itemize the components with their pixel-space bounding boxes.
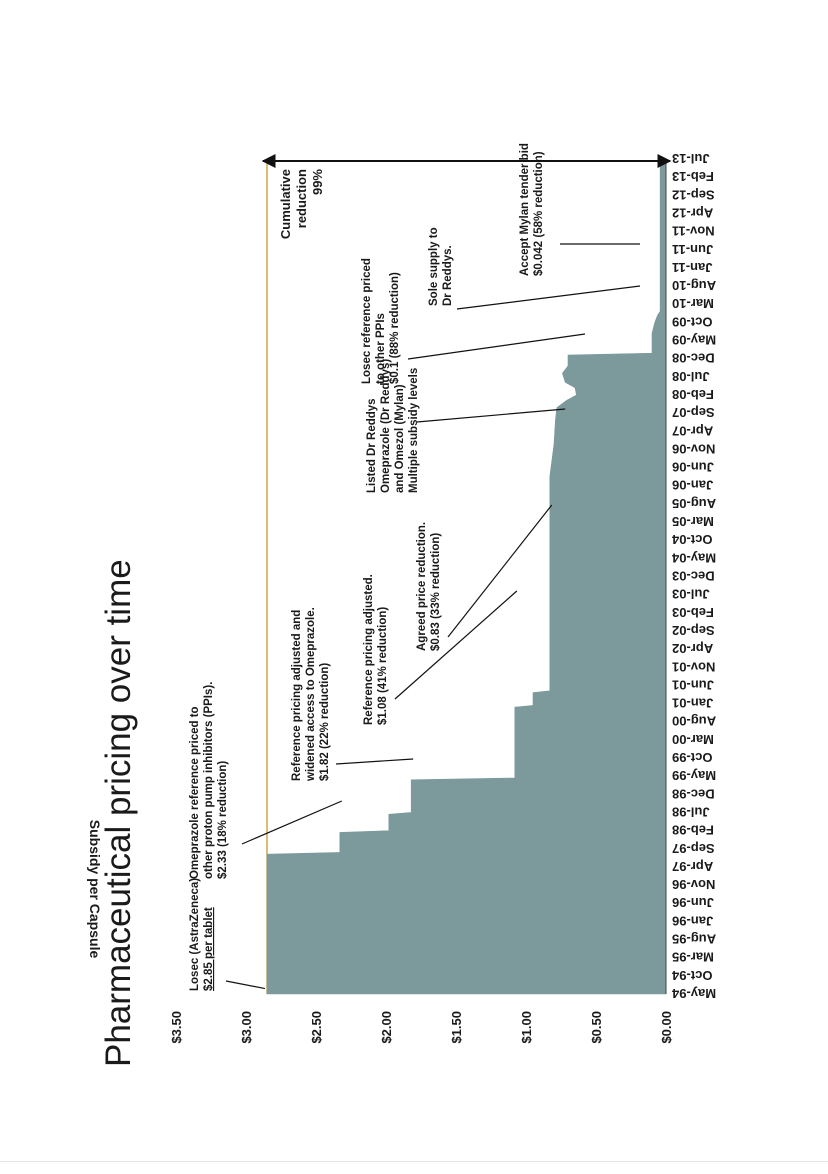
annotation-line: Omeprazole (Dr Reddys) — [380, 358, 392, 493]
annotation-line: other proton pump inhibitors (PPIs). — [203, 681, 215, 879]
y-tick-label: $2.50 — [309, 1011, 324, 1044]
x-tick-label: Apr-02 — [672, 641, 714, 657]
x-tick-label: Sep-02 — [672, 622, 715, 638]
cumulative-line: 99% — [310, 169, 325, 196]
x-tick-label: Feb-08 — [672, 386, 714, 402]
x-tick-label: Jul-03 — [672, 586, 710, 602]
x-tick-label: Sep-12 — [672, 187, 715, 203]
x-tick-label: Jun-01 — [672, 677, 714, 693]
x-tick-label: Jun-11 — [672, 241, 714, 257]
x-tick-label: Jan-11 — [672, 259, 713, 275]
y-axis-label: Subsidy per Capsule — [87, 819, 103, 959]
annotation-line: $2.33 (18% reduction) — [217, 760, 229, 879]
annotation-text — [519, 143, 545, 276]
annotation-leader — [242, 801, 342, 844]
annotation-line: $0.042 (58% reduction) — [533, 151, 545, 276]
annotation-leader — [408, 334, 585, 359]
x-tick-label: May-09 — [672, 332, 717, 348]
x-tick-label: Dec-98 — [672, 786, 715, 802]
annotation-line: Losec (AstraZeneca) — [189, 877, 201, 991]
x-tick-label: Mar-05 — [672, 514, 714, 530]
x-tick-label: Aug-95 — [672, 931, 717, 947]
annotation-line: widened access to Omeprazole. — [305, 607, 317, 781]
annotation-text — [291, 607, 331, 782]
x-tick-label: Feb-13 — [672, 169, 714, 185]
x-tick-label: Nov-06 — [672, 441, 716, 457]
annotation-text — [363, 574, 389, 725]
annotation-line: Sole supply to — [428, 227, 440, 306]
chart-title: Pharmaceutical pricing over time — [99, 559, 138, 1067]
x-tick-label: May-99 — [672, 768, 717, 784]
cumulative-line: Cumulative — [278, 169, 293, 240]
x-tick-label: Sep-97 — [672, 840, 715, 856]
annotation-leader — [457, 286, 640, 309]
annotation-line: Reference pricing adjusted and — [291, 609, 303, 781]
annotation-leader — [336, 759, 413, 764]
annotation-line: $2.85 per tablet — [203, 907, 215, 991]
x-tick-label: Aug-10 — [672, 278, 717, 294]
y-tick-label: $3.00 — [239, 1011, 254, 1044]
annotation-line: Omeprazole reference priced to — [189, 706, 201, 879]
annotation-line: Agreed price reduction. — [416, 521, 428, 651]
x-tick-label: Feb-03 — [672, 604, 714, 620]
x-tick-label: Jul-98 — [672, 804, 710, 820]
x-tick-label: Jan-01 — [672, 695, 714, 711]
x-tick-label: Sep-07 — [672, 405, 715, 421]
x-tick-label: Feb-98 — [672, 822, 714, 838]
annotation-line: to other PPIs — [375, 313, 387, 384]
x-tick-label: Mar-95 — [672, 949, 714, 965]
x-tick-label: Apr-12 — [672, 205, 714, 221]
x-tick-label: Mar-10 — [672, 296, 714, 312]
x-tick-label: Jul-13 — [672, 151, 710, 166]
annotation-line: Losec reference priced — [361, 258, 373, 384]
x-tick-label: Nov-01 — [672, 659, 716, 675]
page-bottom-rule — [0, 1161, 828, 1162]
x-tick-label: Oct-94 — [672, 967, 713, 983]
x-tick-label: Jun-96 — [672, 895, 714, 911]
y-tick-label: $0.50 — [589, 1011, 604, 1044]
x-tick-label: Aug-00 — [672, 713, 717, 729]
cumulative-label — [278, 169, 325, 240]
annotation-line: Multiple subsidy levels — [408, 367, 420, 493]
y-tick-label: $1.00 — [519, 1011, 534, 1044]
x-tick-label: Apr-07 — [672, 423, 714, 439]
annotation-text — [189, 878, 215, 991]
annotation-leader — [395, 591, 517, 699]
x-tick-label: Oct-04 — [672, 532, 713, 548]
x-tick-label: Oct-99 — [672, 750, 713, 766]
x-tick-label: Apr-97 — [672, 858, 714, 874]
y-tick-label: $2.00 — [379, 1011, 394, 1044]
x-tick-label: Jan-06 — [672, 477, 714, 493]
x-tick-label: Dec-03 — [672, 568, 715, 584]
annotation-line: $0.1 (88% reduction) — [389, 272, 401, 384]
x-tick-label: Oct-09 — [672, 314, 713, 330]
annotation-text — [189, 682, 229, 879]
annotation-leader — [226, 981, 265, 989]
annotation-line: $0.83 (33% reduction) — [430, 532, 442, 651]
x-tick-label: May-04 — [672, 550, 717, 566]
annotation-line: Listed Dr Reddys — [366, 398, 378, 493]
y-tick-label: $3.50 — [169, 1011, 184, 1044]
annotation-line: and Omezol (Mylan) — [394, 384, 406, 493]
annotation-line: Dr Reddys. — [442, 245, 454, 306]
annotation-line: $1.82 (22% reduction) — [319, 662, 331, 781]
x-tick-label: Mar-00 — [672, 731, 714, 747]
annotation-text — [361, 258, 401, 384]
annotation-line: $1.08 (41% reduction) — [377, 606, 389, 725]
x-tick-label: Jul-08 — [672, 368, 710, 384]
annotation-text — [428, 227, 454, 306]
annotation-leader — [448, 505, 552, 637]
annotation-leader — [417, 409, 565, 422]
x-tick-label: Nov-96 — [672, 877, 716, 893]
x-tick-label: Aug-05 — [672, 495, 717, 511]
y-tick-label: $1.50 — [449, 1011, 464, 1044]
annotation-line: Accept Mylan tender bid — [519, 143, 531, 276]
x-tick-label: Dec-08 — [672, 350, 715, 366]
annotation-text — [416, 522, 442, 651]
x-tick-label: Jun-06 — [672, 459, 714, 475]
annotation-line: Reference pricing adjusted. — [363, 574, 375, 725]
price-area — [267, 161, 666, 994]
x-tick-label: Jan-96 — [672, 913, 714, 929]
x-tick-label: May-94 — [672, 986, 717, 1001]
cumulative-line: reduction — [294, 169, 309, 229]
x-tick-label: Nov-11 — [672, 223, 715, 239]
y-tick-label: $0.00 — [659, 1011, 674, 1044]
